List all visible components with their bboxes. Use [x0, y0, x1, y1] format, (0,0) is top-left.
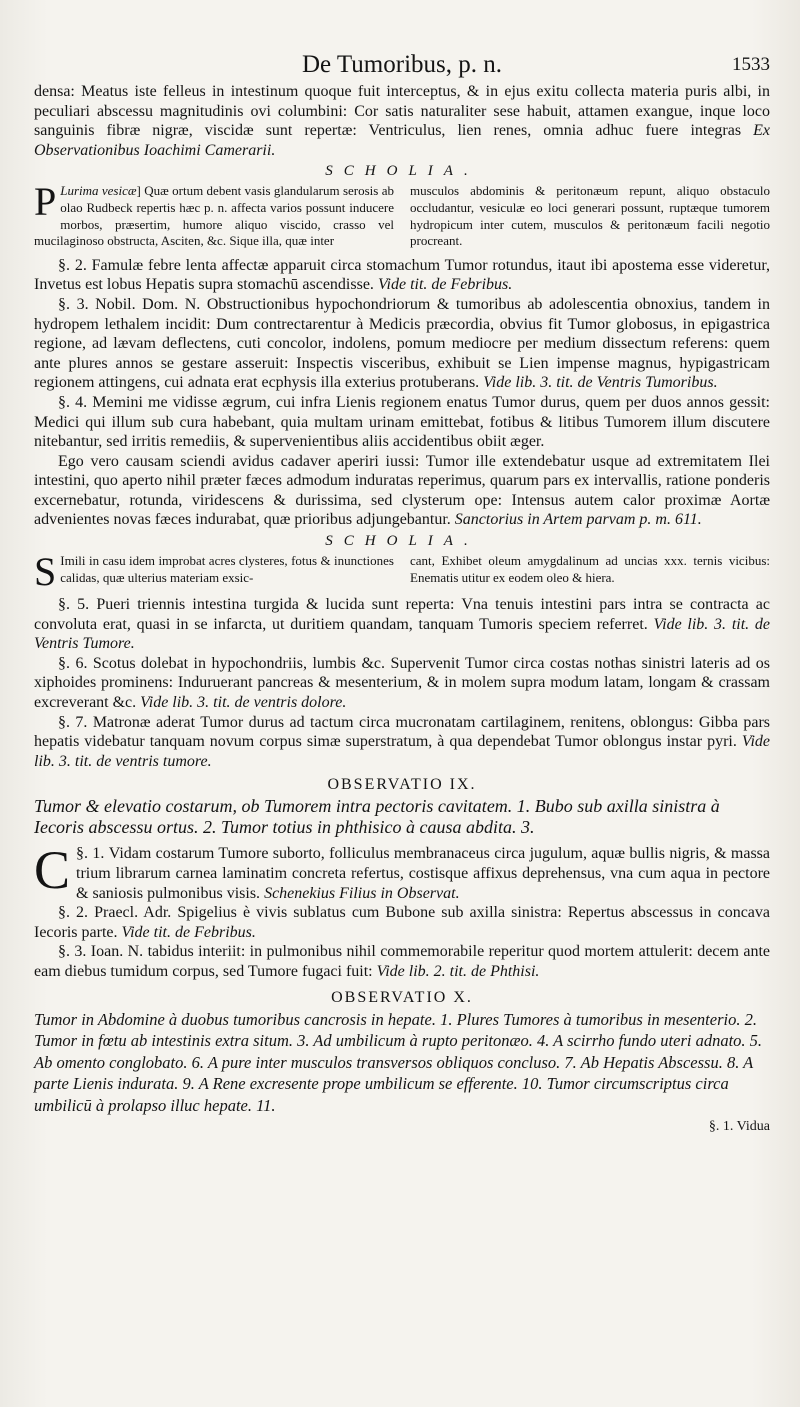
scholia-2-left-text: Imili in casu idem improbat acres clysteres, fotus & inunctiones calidas, quæ ulterius materiam exsic-	[60, 553, 394, 585]
obs9-section-1	[34, 840, 770, 903]
section-6-ref: Vide lib. 3. tit. de ventris dolore.	[140, 694, 347, 712]
section-4-continued	[34, 452, 770, 530]
section-6-text: §. 6. Scotus dolebat in hypochondriis, lumbis &c. Supervenit Tumor circa costas nothas sinistri lateris ad os xiphoides prominens: Induruerant pancreas & mesenterium, & in molem supra modum latam, longam & crassam excreverant &c.	[34, 654, 770, 712]
section-4: §. 4. Memini me vidisse ægrum, cui infra Lienis regionem enatus Tumor durus, quem per duos annos gessit: Medici qui illum sub cura habebant, quia multam urinam emittebat, fotibus & litibus Tumorem illum discutere nitebantur, sed irritis remediis, & supervenientibus aliis accidentibus obiit æger.	[34, 393, 770, 451]
observatio-9-summary: Tumor & elevatio costarum, ob Tumorem intra pectoris cavitatem. 1. Bubo sub axilla sinistra à Iecoris abscessu ortus. 2. Tumor totius in phthisico à causa abdita. 3.	[34, 796, 720, 838]
source-citation: Ex Observationibus Ioachimi Camerarii.	[34, 122, 771, 159]
scholia-1-left	[34, 179, 394, 249]
section-4b-ref: Sanctorius in Artem parvam p. m. 611.	[454, 511, 702, 529]
scholia-2-right: cant, Exhibet oleum amygdalinum ad uncias xxx. ternis vicibus: Enematis utitur ex eodem oleo & hiera.	[410, 553, 770, 585]
scholia-1-right: musculos abdominis & peritonæum repunt, aliquo obstaculo occludantur, vesiculæ eo loci generari possunt, ruptæque tumorem hydropicum inter cutem, musculos & peritonæum facili negotio procreant.	[410, 183, 770, 249]
scholia-lemma: Lurima vesicæ	[60, 183, 137, 199]
observatio-10-title: OBSERVATIO X.	[331, 988, 473, 1006]
scholia-2-left	[34, 549, 394, 595]
obs9-section-2	[34, 903, 770, 942]
section-3-text: §. 3. Nobil. Dom. N. Obstructionibus hypochondriorum & tumoribus ab adolescentia obnoxius, tandem in hydropem lethalem incidit: Dum contrectarentur à Medicis præcordia, obvius fit Tumor globosus, in epigastrica regione, ad lævam deflectens, cuti concolor, indolens, pomum mediocre per medium dissectum referens: quem ante plures annos se gestare asseruit: Inspectis visceribus, exhibuit se Lien impense magnus, hypigastricam regionem attingens, cui adnata erat ecphysis illa exterius protuberans.	[34, 295, 770, 392]
section-2-text: §. 2. Famulæ febre lenta affectæ apparuit circa stomachum Tumor rotundus, itaut ibi apostema esse videretur, Invetus est lobus Hepatis supra stomachū ascendisse.	[34, 256, 770, 294]
section-3	[34, 295, 770, 393]
section-5-text: §. 5. Pueri triennis intestina turgida & lucida sunt reperta: Vna tenuis intestini pars intra se contracta ac convoluta erat, quasi in se infarcta, ut duritiem quandam, tanquam Tumoris speciem referret.	[34, 596, 770, 633]
obs9-section-1-number: §. 1.	[76, 845, 105, 863]
obs9-section-2-text: §. 2. Praecl. Adr. Spigelius è vivis sublatus cum Bubone sub axilla sinistra: Repertus abscessus in concava Iecoris parte.	[34, 904, 770, 941]
section-7-ref: Vide lib. 3. tit. de ventris tumore.	[34, 733, 770, 770]
scholia-block-2	[34, 549, 770, 595]
section-2-ref: Vide tit. de Febribus.	[377, 276, 513, 294]
obs9-section-3-ref: Vide lib. 2. tit. de Phthisi.	[376, 962, 540, 980]
scholia-heading-1: SCHOLIA.	[325, 163, 479, 180]
scholia-1-left-text: ] Quæ ortum debent vasis glandularum serosis ab olao Rudbeck repertis hæc p. n. affecta varios possunt inducere morbos, præsertim, humore aliquo viscido, crasso vel mucilaginoso obstructa, Asciten, &c. Sique illa, quæ inter	[34, 183, 394, 249]
catchword: §. 1. Vidua	[708, 1119, 770, 1135]
observatio-10-summary: Tumor in Abdomine à duobus tumoribus cancrosis in hepate. 1. Plures Tumores à tumoribus in mesenterio. 2. Tumor in fœtu ab intestinis extra situm. 3. Ad umbilicum à rupto peritonæo. 4. A scirrho fundo uteri adnato. 5. Ab omento conglobato. 6. A pure inter musculos transversos obliquos concluso. 7. Ab Hepatis Abscessu. 8. A parte Lienis indurata. 9. A Rene excresente prope umbilicum se efferente. 10. Tumor circumscriptus circa umbilicū à prolapso illuc hepate. 11.	[34, 1009, 763, 1115]
drop-cap: P	[34, 179, 57, 225]
running-header	[34, 50, 770, 82]
section-6	[34, 654, 770, 713]
paragraph-top	[34, 82, 770, 160]
section-3-ref: Vide lib. 3. tit. de Ventris Tumoribus.	[483, 374, 718, 392]
obs9-section-1-ref: Schenekius Filius in Observat.	[264, 884, 460, 902]
section-5	[34, 595, 770, 654]
scholia-block-1	[34, 179, 770, 249]
obs9-section-3	[34, 942, 770, 981]
obs9-section-3-text: §. 3. Ioan. N. tabidus interiit: in pulmonibus nihil commemorabile reperitur quod mortem attulerit: decem ante eam diebus tumidum corpus, sed Tumore fugaci fuit:	[34, 943, 770, 980]
header-title: De Tumoribus, p. n.	[301, 51, 503, 78]
page-number: 1533	[732, 54, 770, 75]
section-2	[34, 256, 770, 295]
obs9-section-2-ref: Vide tit. de Febribus.	[121, 923, 256, 941]
section-4b-text: Ego vero causam sciendi avidus cadaver aperiri iussi: Tumor ille extendebatur usque ad extremitatem Ilei intestini, quo aperto nihil præter fæces admodum induratas reperimus, quarum pars ex intervallis, ratione ponderis excernebatur, rotunda, viridescens & durissima, sed clysterum ope: Intensus autem calor proximæ Aortæ advenientes novas fæces indurabat, quæ prioribus adjungebantur.	[34, 452, 770, 529]
drop-cap-large: C	[34, 840, 71, 901]
section-7	[34, 713, 770, 772]
section-7-text: §. 7. Matronæ aderat Tumor durus ad tactum circa mucronatam cartilaginem, renitens, oblongus: Gibba pars hepatis videbatur tanquam novum corpus simæ superstratum, à qua dependebat Tumor oblongus instar pyri.	[34, 713, 770, 751]
obs9-section-1-text: Vidam costarum Tumore suborto, folliculus membranaceus circa jugulum, aquæ bullis nigris, & massa trium librarum carnea laminatim concreta refertus, costisque affixus deprehensus, vna cum aqua in pectore & saniosis pulmonibus visis.	[76, 845, 770, 902]
drop-cap: S	[34, 549, 57, 595]
observatio-9-title: OBSERVATIO IX.	[327, 776, 477, 794]
paragraph-top-text: densa: Meatus iste felleus in intestinum quoque fuit interceptus, & in ejus exitu collecta materia puris albi, in peculiari abscessu magnitudinis ovi columbini: Cor satis naturaliter sese habuit, attamen exangue, inque loco sanguinis fibræ nigræ, viscidæ sunt repertæ: Ventriculus, lien renes, omnia adhuc fuere integras	[34, 83, 770, 140]
scholia-heading-2: SCHOLIA.	[325, 533, 479, 550]
section-5-ref: Vide lib. 3. tit. de Ventris Tumore.	[34, 615, 771, 653]
